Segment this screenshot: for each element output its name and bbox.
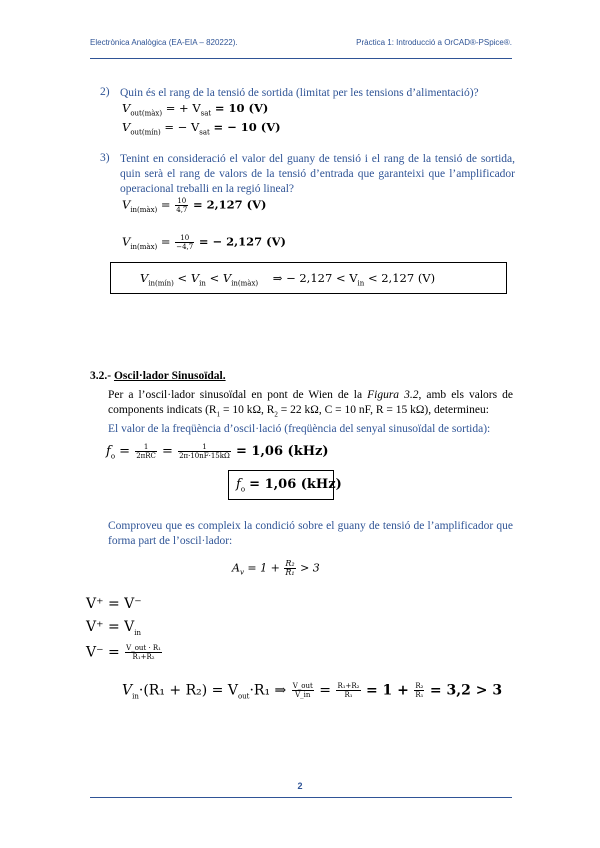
- intro-paragraph: Per a l’oscil·lador sinusoïdal en pont de Wien de la Figura 3.2, amb els valors de components indicats ($R_1 = 10$ kΩ, $R_2 = 22$ kΩ, C = 10 nF, R = 15 kΩ), determineu:: [108, 389, 513, 419]
- gain-line-2: $V^+ = V_{in}$: [86, 619, 141, 637]
- gain-line-4: $V_{in}\cdot(R_1 + R_2) = V_{out}\cdot R_1$ ⇒ $\frac{\text{V\_out}}{V\_in}$ = $\frac{\text{R₁+R₂}}{\text{R₁}}$ = 1 + $\frac{\text{R₂}}{\text{R₁}}$ = 3,2 > 3: [122, 682, 503, 701]
- page-number: 2: [297, 781, 303, 791]
- gain-line-1: V⁺ = V⁻: [86, 596, 142, 612]
- q2-number: 2): [100, 86, 110, 98]
- q3-eq-max: $V_{in(màx)}$ = $\frac{10}{4,7}$ = 2,127 (V): [122, 197, 267, 214]
- header-left: Electrònica Analògica (EA-EIA – 820222).: [90, 38, 238, 47]
- q3-number: 3): [100, 152, 110, 164]
- q2-text: Quin és el rang de la tensió de sortida (limitat per les tensions d’alimentació)?: [120, 87, 479, 99]
- freq-boxed-result: $f_o = 1,06$ (kHz): [236, 477, 342, 494]
- q3-result-inequality: $V_{in(mín)} < V_{in} < V_{in(màx)}$ ⇒ − $2,127 < V_{in} < 2,127$ (V): [140, 271, 436, 288]
- header-rule: [90, 58, 512, 59]
- freq-question: El valor de la freqüència d’oscil·lació (freqüència del senyal sinusoïdal de sortida):: [108, 423, 491, 435]
- gain-condition: $A_v = 1$ + $\frac{\text{R₂}}{\text{R₁}}$ > 3: [232, 559, 320, 577]
- section-heading: 3.2.- Oscil·lador Sinusoïdal.: [90, 370, 226, 382]
- q2-eq-max: $V_{out(màx)}$ = + $V_{sat} = 10$ (V): [122, 101, 269, 118]
- footer-rule: [90, 797, 512, 798]
- q2-eq-min: $V_{out(mín)}$ = − $V_{sat}$ = − 10 (V): [122, 120, 281, 137]
- freq-equation: $f_o$ = $\frac{1}{\text{2πRC}}$ = $\frac{1}{2\pi\cdot 10nF\cdot 15k\Omega}$ = 1,06 (kHz): [106, 443, 329, 461]
- gain-question: Comproveu que es compleix la condició sobre el guany de tensió de l’amplificador que forma part de l’oscil·lador:: [108, 520, 513, 547]
- q3-eq-min: $V_{in(màx)}$ = $\frac{10}{-4,7}$ = − 2,127 (V): [122, 234, 286, 251]
- q3-text: Tenint en consideració el valor del guany de tensió i el rang de la tensió de sortida, quin serà el rang de valors de la tensió d’entrada que garanteixi que l’amplificador operacional treballi en la regió lineal?: [120, 153, 515, 195]
- gain-line-3: V⁻ = $\frac{\text{V\_out · R₁}}{\text{R₁+R₂}}$: [86, 644, 161, 661]
- header-right: Pràctica 1: Introducció a OrCAD®-PSpice®.: [356, 38, 512, 47]
